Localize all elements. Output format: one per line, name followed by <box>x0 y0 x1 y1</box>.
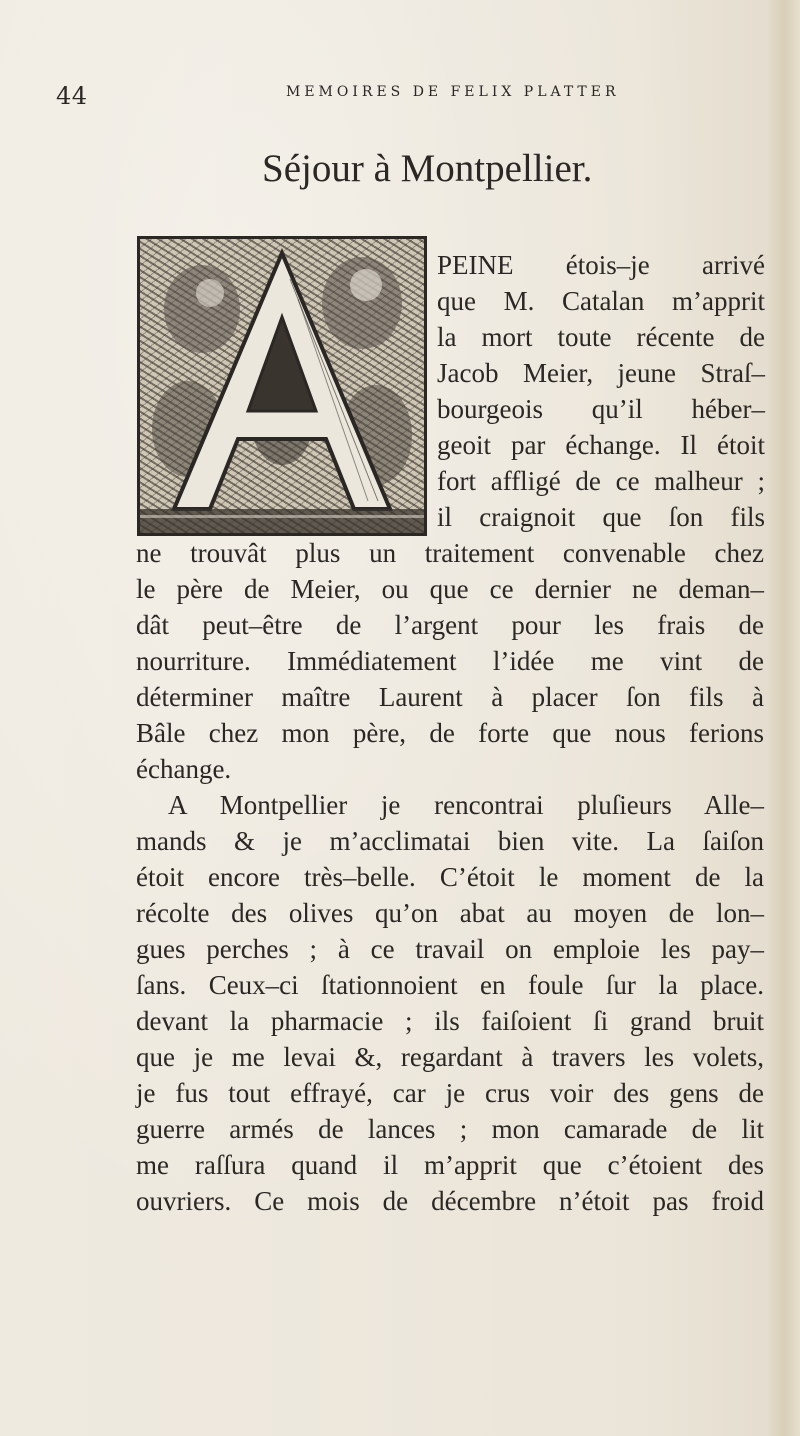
page-edge <box>766 0 800 1436</box>
ornamental-initial-a-icon <box>137 236 427 536</box>
text-line: récolte des olives qu’on abat au moyen de lon– <box>136 898 764 928</box>
text-line: Bâle chez mon père, de forte que nous ferions <box>136 718 764 748</box>
text-line: PEINE étois–je arrivé <box>437 250 765 280</box>
chapter-title: Séjour à Montpellier. <box>262 147 593 190</box>
text-line: il craignoit que ſon fils <box>437 502 765 532</box>
text-line: échange. <box>136 754 232 784</box>
text-line: Jacob Meier, jeune Straſ– <box>437 358 765 388</box>
text-line: guerre armés de lances ; mon camarade de lit <box>136 1114 764 1144</box>
running-head: MEMOIRES DE FELIX PLATTER <box>286 84 620 100</box>
text-line: que M. Catalan m’apprit <box>437 286 765 316</box>
text-line: dât peut–être de l’argent pour les frais de <box>136 610 764 640</box>
text-line: étoit encore très–belle. C’étoit le moment de la <box>136 862 764 892</box>
text-line: nourriture. Immédiatement l’idée me vint de <box>136 646 764 676</box>
text-line: gues perches ; à ce travail on emploie les pay– <box>136 934 764 964</box>
text-line: bourgeois qu’il héber– <box>437 394 765 424</box>
text-line: la mort toute récente de <box>437 322 765 352</box>
text-line: me raſſura quand il m’apprit que c’étoient des <box>136 1150 764 1180</box>
text-line: je fus tout effrayé, car je crus voir des gens de <box>136 1078 764 1108</box>
text-line: ouvriers. Ce mois de décembre n’étoit pas froid <box>136 1186 764 1216</box>
text-line: devant la pharmacie ; ils faiſoient ſi grand bruit <box>136 1006 764 1036</box>
text-line: le père de Meier, ou que ce dernier ne deman– <box>136 574 764 604</box>
page-number: 44 <box>56 82 88 110</box>
text-line: déterminer maître Laurent à placer ſon fils à <box>136 682 764 712</box>
drop-cap-engraving <box>140 239 424 533</box>
text-line: ſans. Ceux–ci ſtationnoient en foule ſur la place. <box>136 970 764 1000</box>
text-line: geoit par échange. Il étoit <box>437 430 765 460</box>
text-line: A Montpellier je rencontrai pluſieurs Alle– <box>168 790 764 820</box>
text-line: mands & je m’acclimatai bien vite. La ſaiſon <box>136 826 764 856</box>
text-line: fort affligé de ce malheur ; <box>437 466 765 496</box>
text-line: ne trouvât plus un traitement convenable chez <box>136 538 764 568</box>
text-line: que je me levai &, regardant à travers les volets, <box>136 1042 764 1072</box>
